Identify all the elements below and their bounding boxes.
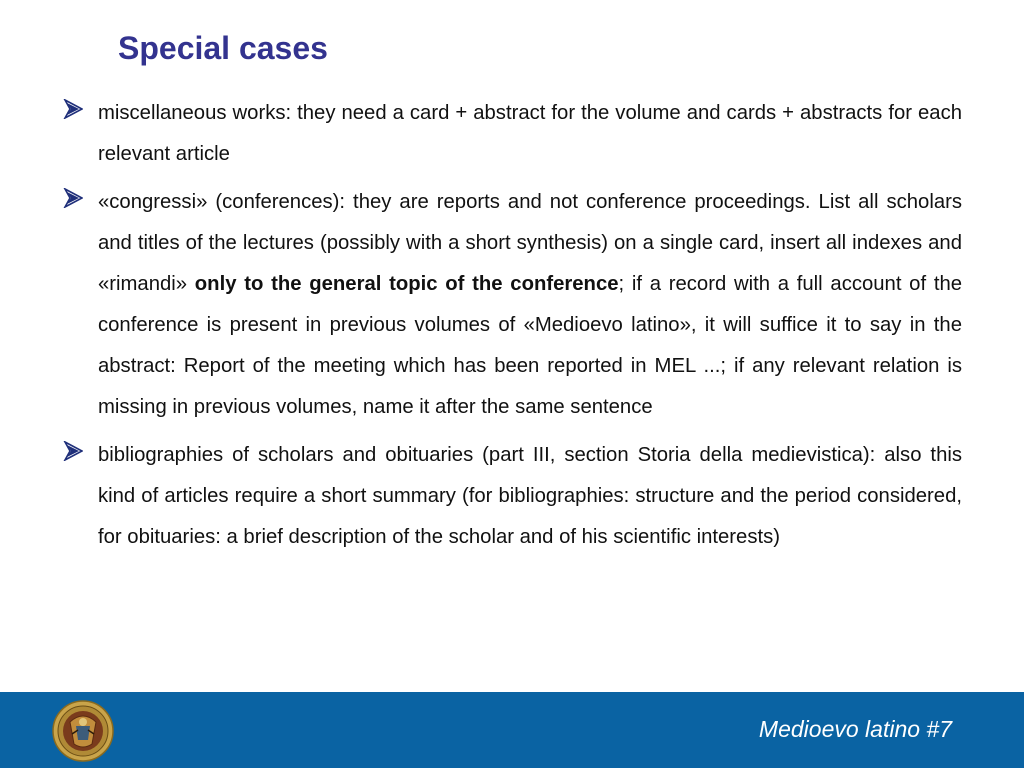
footer-label: Medioevo latino #7 — [758, 716, 952, 742]
bullet-item — [60, 93, 962, 175]
bullet-text-segment: «congressi» (conferences): they are reports and not conference proceedings. List all scholars and titles of the lectures (possibly with a short synthesis) on a single card, insert all indexes and «rimandi» — [98, 191, 962, 295]
bullet-text-segment: miscellaneous works: they need a card + abstract for the volume and cards + abstracts for each relevant article — [98, 102, 962, 165]
bullet-list — [60, 93, 962, 565]
bullet-item — [60, 435, 962, 558]
bullet-text-bold-segment: only to the general topic of the conference — [194, 273, 619, 295]
bullet-text — [98, 435, 962, 558]
bullet-item — [60, 182, 962, 428]
arrow-bullet-icon — [63, 188, 83, 208]
bullet-text-segment: ; if a record with a full account of the conference is present in previous volumes of «Medioevo latino», it will suffice it to say in the abstract: Report of the meeting which has been reported in MEL ...; if any relevant relation is missing in previous volumes, name it after the same sentence — [98, 273, 963, 418]
seal-logo-icon — [52, 700, 114, 762]
footer-bar — [0, 692, 1024, 768]
bullet-text — [98, 182, 962, 428]
arrow-bullet-icon — [63, 441, 83, 461]
bullet-text-segment: bibliographies of scholars and obituaries (part III, section Storia della medievistica): also this kind of articles require a short summary (for bibliographies: structure and the period considered, for obituaries: a brief description of the scholar and of his scientific interests) — [98, 444, 962, 548]
bullet-text — [98, 93, 962, 175]
arrow-bullet-icon — [63, 99, 83, 119]
slide-title: Special cases — [118, 30, 328, 66]
